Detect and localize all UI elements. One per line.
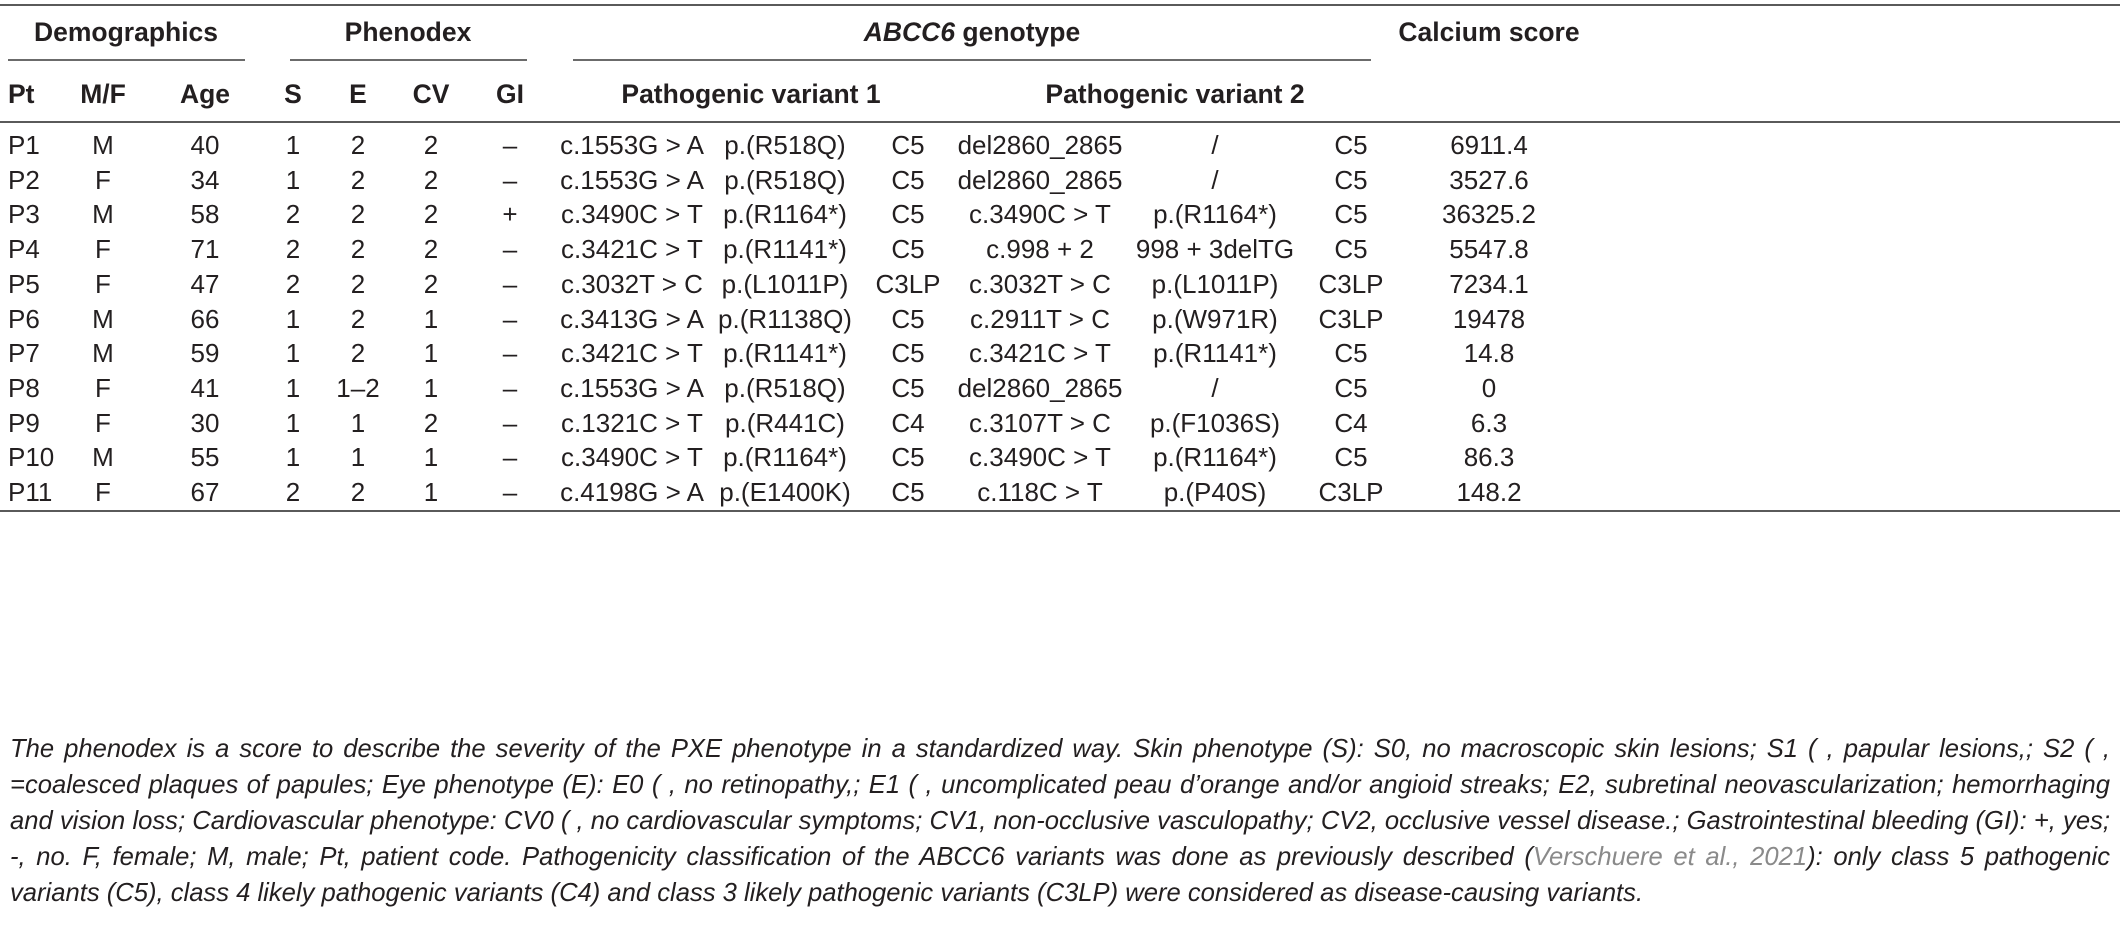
cell-e: 1: [350, 407, 366, 438]
cell-cv: 1: [423, 338, 439, 369]
cell-calcium: 7234.1: [1449, 268, 1529, 299]
cell-cv: 1: [423, 442, 439, 473]
cell-pt: P9: [8, 407, 40, 438]
calcium-score-header: Calcium score: [1398, 17, 1580, 47]
cell-v1-protein: p.(R1141*): [723, 234, 847, 265]
cell-v2-cdna: c.3490C > T: [969, 199, 1111, 230]
cell-v2-protein: 998 + 3delTG: [1135, 234, 1295, 265]
cell-s: 1: [285, 372, 301, 403]
cell-v1-protein: p.(R1141*): [723, 338, 847, 369]
cell-s: 1: [285, 164, 301, 195]
cell-e: 1–2: [336, 372, 380, 403]
cell-v2-cdna: del2860_2865: [957, 164, 1123, 195]
cell-calcium: 148.2: [1456, 477, 1522, 507]
cell-gi: –: [502, 442, 518, 473]
cell-s: 1: [285, 442, 301, 473]
cell-v1-class: C3LP: [875, 268, 941, 299]
cell-v1-cdna: c.3490C > T: [561, 199, 703, 230]
cell-v1-class: C5: [891, 442, 925, 473]
cell-mf: F: [95, 268, 111, 299]
cell-v1-protein: p.(L1011P): [721, 268, 849, 299]
cell-v1-cdna: c.1553G > A: [560, 372, 704, 403]
cell-v2-protein: /: [1211, 372, 1219, 403]
cell-gi: –: [502, 477, 518, 507]
cell-v2-class: C4: [1334, 407, 1368, 438]
cell-v2-cdna: c.3490C > T: [969, 442, 1111, 473]
cell-v1-cdna: c.1553G > A: [560, 130, 704, 160]
cell-mf: M: [92, 338, 114, 369]
cell-e: 2: [350, 130, 366, 160]
cell-pt: P10: [8, 442, 55, 473]
cell-v1-class: C5: [891, 234, 925, 265]
header-bottom-rule: [0, 121, 2120, 123]
cell-v2-cdna: c.118C > T: [977, 477, 1103, 507]
cell-gi: –: [502, 407, 518, 438]
cell-v2-cdna: del2860_2865: [957, 372, 1123, 403]
demographics-header: Demographics: [33, 17, 219, 47]
gene-suffix: genotype: [955, 17, 1081, 47]
cell-v1-protein: p.(R518Q): [724, 130, 846, 160]
cell-v2-cdna: c.3032T > C: [969, 268, 1111, 299]
gene-name: ABCC6: [863, 17, 956, 47]
cell-mf: F: [95, 407, 111, 438]
col-header-e: E: [349, 79, 367, 109]
cell-cv: 1: [423, 372, 439, 403]
col-header-cv: CV: [412, 79, 450, 109]
cell-v2-cdna: c.2911T > C: [970, 303, 1110, 334]
cell-v2-cdna: del2860_2865: [957, 130, 1123, 160]
cell-v1-protein: p.(R518Q): [724, 164, 846, 195]
cell-s: 2: [285, 199, 301, 230]
cell-v1-class: C5: [891, 477, 925, 507]
cell-cv: 2: [423, 130, 439, 160]
cell-calcium: 6.3: [1470, 407, 1508, 438]
cell-mf: M: [92, 199, 114, 230]
cell-v1-cdna: c.1321C > T: [561, 407, 703, 438]
cell-cv: 2: [423, 164, 439, 195]
cell-gi: –: [502, 303, 518, 334]
caption-text-1: The phenodex is a score to describe the severity of the PXE phenotype in a standardized way. Skin phenotype (S): S0, no macroscopic skin lesions; S1 ( , papular lesions,; S2 ( , =coalesced plaques of papules; Eye phenotype (E): E0 ( , no retinopathy,; E1 ( , uncomplicated peau d’orange and/or angioid streaks; E2, subretinal neovascularization; hemorrhaging and vision loss; Cardiovascular phenotype: CV0 ( , no cardiovascular symptoms; CV1, non-occlusive vasculopathy; CV2, occlusive vessel disease.; Gastrointestinal bleeding (GI): +, yes; -, no. F, female; M, male; Pt, patient code. Pathogenicity classification of the ABCC6 variants was done as previously described (: [10, 735, 2110, 871]
cell-calcium: 19478: [1452, 303, 1526, 334]
table-row: [0, 477, 2120, 524]
cell-age: 66: [190, 303, 220, 334]
cell-v2-cdna: c.3421C > T: [969, 338, 1111, 369]
cell-gi: –: [502, 164, 518, 195]
cell-v1-protein: p.(E1400K): [719, 477, 851, 507]
cell-v1-protein: p.(R1164*): [723, 199, 847, 230]
col-header-mf: M/F: [80, 79, 126, 109]
cell-calcium: 36325.2: [1442, 199, 1536, 230]
cell-v2-class: C5: [1334, 130, 1368, 160]
cell-e: 2: [350, 199, 366, 230]
cell-age: 41: [190, 372, 220, 403]
cell-age: 40: [190, 130, 220, 160]
cell-calcium: 0: [1481, 372, 1497, 403]
cell-age: 71: [190, 234, 220, 265]
cell-cv: 2: [423, 234, 439, 265]
cell-v1-class: C4: [891, 407, 925, 438]
cell-v1-protein: p.(R441C): [725, 407, 845, 438]
demographics-group-rule: [8, 59, 245, 61]
cell-mf: F: [95, 164, 111, 195]
cell-pt: P1: [8, 130, 40, 160]
cell-pt: P4: [8, 234, 40, 265]
cell-mf: M: [92, 442, 114, 473]
cell-v1-class: C5: [891, 130, 925, 160]
cell-gi: –: [502, 268, 518, 299]
caption-text-2: ): only class 5 pathogenic variants (C5), class 4 likely pathogenic variants (C4) and class 3 likely pathogenic variants (C3LP) were considered as disease-causing variants.: [10, 843, 2110, 907]
cell-age: 30: [190, 407, 220, 438]
cell-v1-class: C5: [891, 164, 925, 195]
cell-v1-protein: p.(R1164*): [723, 442, 847, 473]
cell-gi: –: [502, 130, 518, 160]
cell-age: 58: [190, 199, 220, 230]
cell-v2-protein: p.(R1164*): [1153, 199, 1277, 230]
cell-age: 34: [190, 164, 220, 195]
cell-e: 2: [350, 164, 366, 195]
cell-cv: 1: [423, 477, 439, 507]
cell-v2-protein: p.(R1141*): [1153, 338, 1277, 369]
cell-v2-class: C3LP: [1318, 268, 1384, 299]
cell-age: 55: [190, 442, 220, 473]
cell-v2-class: C5: [1334, 338, 1368, 369]
phenodex-header: Phenodex: [344, 17, 472, 47]
cell-mf: F: [95, 477, 111, 507]
cell-v1-class: C5: [891, 372, 925, 403]
cell-calcium: 86.3: [1463, 442, 1515, 473]
cell-e: 1: [350, 442, 366, 473]
pathogenic-variant-1-header: Pathogenic variant 1: [621, 79, 881, 109]
cell-pt: P8: [8, 372, 40, 403]
cell-v1-cdna: c.3421C > T: [561, 338, 703, 369]
cell-v2-protein: /: [1211, 164, 1219, 195]
cell-v2-protein: p.(L1011P): [1151, 268, 1279, 299]
cell-cv: 1: [423, 303, 439, 334]
cell-e: 2: [350, 234, 366, 265]
cell-v2-protein: p.(R1164*): [1153, 442, 1277, 473]
cell-cv: 2: [423, 407, 439, 438]
col-header-pt: Pt: [8, 79, 35, 109]
cell-v1-protein: p.(R1138Q): [718, 303, 852, 334]
cell-calcium: 3527.6: [1449, 164, 1529, 195]
cell-v2-cdna: c.998 + 2: [986, 234, 1094, 265]
col-header-gi: GI: [496, 79, 524, 109]
cell-cv: 2: [423, 199, 439, 230]
cell-s: 1: [285, 130, 301, 160]
cell-s: 1: [285, 303, 301, 334]
col-header-s: S: [284, 79, 302, 109]
cell-v2-class: C5: [1334, 199, 1368, 230]
cell-e: 2: [350, 338, 366, 369]
cell-pt: P7: [8, 338, 40, 369]
cell-v1-cdna: c.3032T > C: [561, 268, 703, 299]
phenodex-group-rule: [290, 59, 527, 61]
cell-v2-class: C3LP: [1318, 303, 1384, 334]
cell-s: 2: [285, 477, 301, 507]
cell-age: 67: [190, 477, 220, 507]
cell-pt: P6: [8, 303, 40, 334]
cell-e: 2: [350, 303, 366, 334]
cell-s: 1: [285, 338, 301, 369]
cell-v2-class: C5: [1334, 372, 1368, 403]
cell-gi: –: [502, 372, 518, 403]
cell-gi: +: [502, 199, 518, 230]
cell-cv: 2: [423, 268, 439, 299]
cell-age: 59: [190, 338, 220, 369]
cell-mf: F: [95, 234, 111, 265]
cell-v1-protein: p.(R518Q): [724, 372, 846, 403]
cell-pt: P3: [8, 199, 40, 230]
cell-age: 47: [190, 268, 220, 299]
cell-v2-protein: p.(F1036S): [1149, 407, 1281, 438]
cell-v2-class: C3LP: [1318, 477, 1384, 507]
abcc6-genotype-header: [864, 17, 1080, 48]
cell-v1-cdna: c.4198G > A: [560, 477, 704, 507]
cell-pt: P11: [8, 477, 53, 507]
cell-v2-class: C5: [1334, 442, 1368, 473]
cell-calcium: 5547.8: [1449, 234, 1529, 265]
cell-v2-class: C5: [1334, 234, 1368, 265]
citation-link[interactable]: Verschuere et al., 2021: [1532, 843, 1808, 871]
cell-v1-class: C5: [891, 199, 925, 230]
cell-v2-class: C5: [1334, 164, 1368, 195]
cell-v1-class: C5: [891, 338, 925, 369]
cell-gi: –: [502, 234, 518, 265]
cell-pt: P5: [8, 268, 40, 299]
cell-e: 2: [350, 268, 366, 299]
cell-v1-cdna: c.1553G > A: [560, 164, 704, 195]
pathogenic-variant-2-header: Pathogenic variant 2: [1045, 79, 1305, 109]
cell-s: 2: [285, 234, 301, 265]
col-header-age: Age: [179, 79, 231, 109]
cell-gi: –: [502, 338, 518, 369]
cell-v1-cdna: c.3413G > A: [560, 303, 704, 334]
cell-v1-class: C5: [891, 303, 925, 334]
cell-e: 2: [350, 477, 366, 507]
cell-calcium: 6911.4: [1450, 130, 1528, 160]
cell-mf: M: [92, 303, 114, 334]
cell-v1-cdna: c.3490C > T: [561, 442, 703, 473]
cell-v2-cdna: c.3107T > C: [969, 407, 1111, 438]
cell-v2-protein: /: [1211, 130, 1219, 160]
table-top-rule: [0, 4, 2120, 6]
genotype-group-rule: [573, 59, 1371, 61]
cell-mf: M: [92, 130, 114, 160]
cell-mf: F: [95, 372, 111, 403]
cell-v2-protein: p.(W971R): [1152, 303, 1278, 334]
cell-v1-cdna: c.3421C > T: [561, 234, 703, 265]
cell-s: 1: [285, 407, 301, 438]
cell-s: 2: [285, 268, 301, 299]
cell-calcium: 14.8: [1463, 338, 1515, 369]
table-caption: [10, 731, 2110, 911]
cell-v2-protein: p.(P40S): [1163, 477, 1267, 507]
cell-pt: P2: [8, 164, 40, 195]
